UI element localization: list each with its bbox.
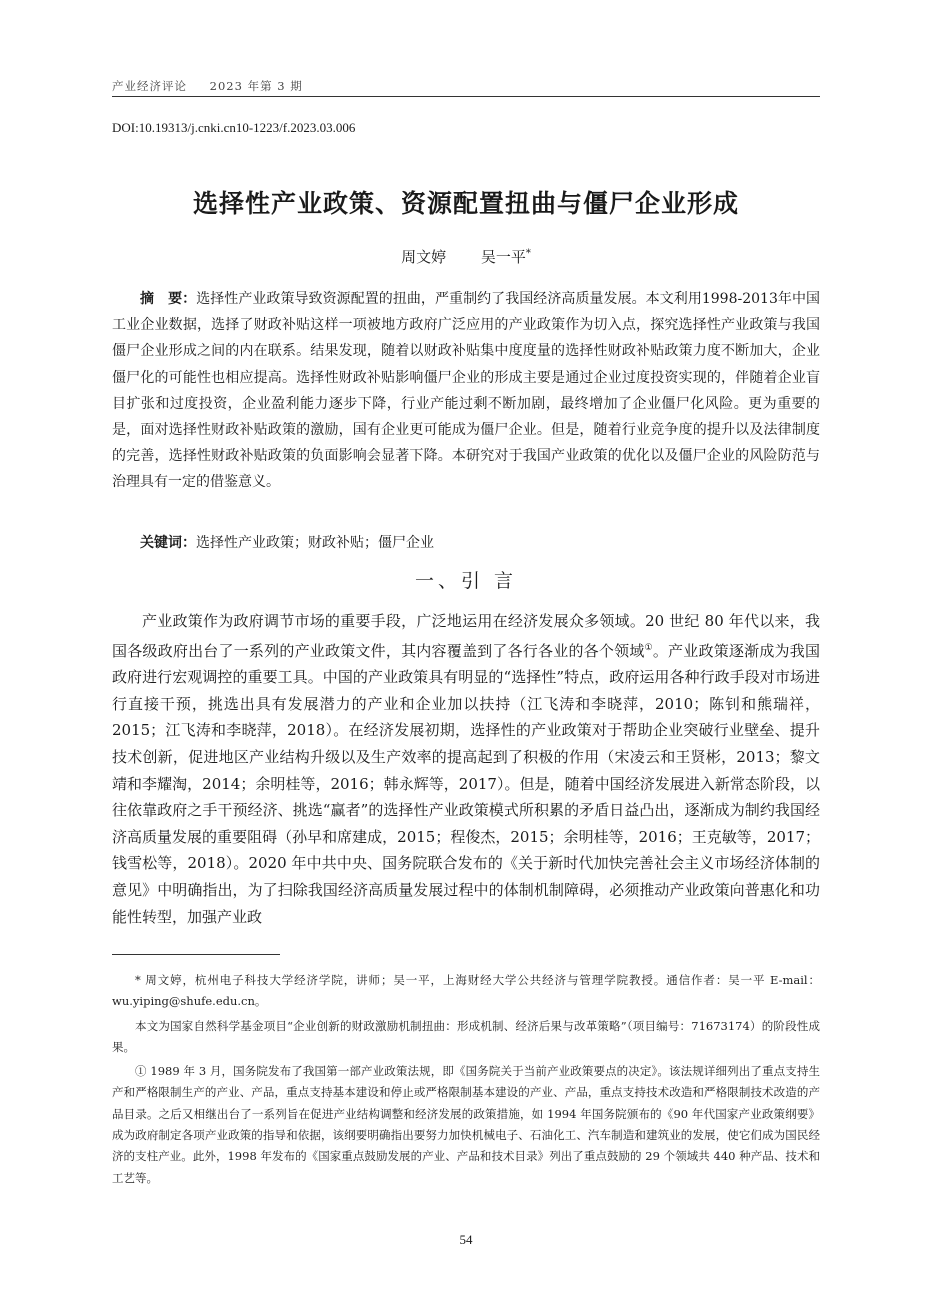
section-heading: 一、引 言 xyxy=(414,570,518,592)
footnote-funding: 本文为国家自然科学基金项目“企业创新的财政激励机制扭曲：形成机制、经济后果与改革策略”（项目编号：71673174）的阶段性成果。 xyxy=(112,1018,820,1054)
body-paragraph xyxy=(112,608,820,930)
abstract-label: 摘 要： xyxy=(140,291,197,307)
footnote-1: ① 1989 年 3 月，国务院发布了我国第一部产业政策法规，即《国务院关于当前产业政策要点的决定》。该法规详细列出了重点支持生产和严格限制生产的产业、产品，重点支持基本建设和停止或严格限制基本建设的产业、产品，重点支持技术改造和严格限制技术改造的产品目录。之后又相继出台了一系列旨在促进产业结构调整和经济发展的政策措施，如 1994 年国务院颁布的《90 年代国家产业政策纲要》成为政府制定各项产业政策的指导和依据，该纲要明确指出要努力加快机械电子、石油化工、汽车制造和建筑业的发展，使它们成为国民经济的支柱产业。此外，1998 年发布的《国家重点鼓励发展的产业、产品和技术目录》列出了重点鼓励的 29 个领域共 440 种产品、技术和工艺等。 xyxy=(112,1064,820,1185)
abstract xyxy=(112,286,820,496)
footnote-rule xyxy=(112,954,280,955)
author-2-mark: * xyxy=(525,248,531,259)
footnote-author-info: * 周文婷，杭州电子科技大学经济学院，讲师；吴一平，上海财经大学公共经济与管理学院教授。通信作者：吴一平 E-mail：wu.yiping@shufe.edu.cn。 xyxy=(112,973,820,1009)
body-text-a: 产业政策作为政府调节市场的重要手段，广泛地运用在经济发展众多领域。20 世纪 80 年代以来，我国各级政府出台了一系列的产业政策文件，其内容覆盖到了各行各业的各个领域 xyxy=(112,612,820,660)
journal-name: 产业经济评论 xyxy=(112,79,187,93)
author-1: 周文婷 xyxy=(401,248,447,266)
keywords xyxy=(112,532,820,552)
issue-label: 2023 年第 3 期 xyxy=(209,79,303,93)
keywords-text: 选择性产业政策；财政补贴；僵尸企业 xyxy=(196,535,434,551)
author-2: 吴一平 xyxy=(480,248,526,266)
footnotes xyxy=(112,970,820,1192)
page-number: 54 xyxy=(459,1232,473,1247)
authors xyxy=(112,246,820,267)
header-rule xyxy=(112,96,820,97)
abstract-text: 选择性产业政策导致资源配置的扭曲，严重制约了我国经济高质量发展。本文利用1998-2013年中国工业企业数据，选择了财政补贴这样一项被地方政府广泛应用的产业政策作为切入点，探究选择性产业政策与我国僵尸企业形成之间的内在联系。结果发现，随着以财政补贴集中度度量的选择性财政补贴政策力度不断加大，企业僵尸化的可能性也相应提高。选择性财政补贴影响僵尸企业的形成主要是通过企业过度投资实现的，伴随着企业盲目扩张和过度投资，企业盈利能力逐步下降，行业产能过剩不断加剧，最终增加了企业僵尸化风险。更为重要的是，面对选择性财政补贴政策的激励，国有企业更可能成为僵尸企业。但是，随着行业竞争度的提升以及法律制度的完善，选择性财政补贴政策的负面影响会显著下降。本研究对于我国产业政策的优化以及僵尸企业的风险防范与治理具有一定的借鉴意义。 xyxy=(112,291,820,491)
footnote-ref-1: ① xyxy=(644,642,653,653)
article-title: 选择性产业政策、资源配置扭曲与僵尸企业形成 xyxy=(192,189,739,218)
running-head xyxy=(112,78,820,94)
body-text-b: 。产业政策逐渐成为我国政府进行宏观调控的重要工具。中国的产业政策具有明显的“选择性”特点，政府运用各种行政手段对市场进行直接干预，挑选出具有发展潜力的产业和企业加以扶持（江飞涛和李晓萍，2010；陈钊和熊瑞祥，2015；江飞涛和李晓萍，2018）。在经济发展初期，选择性的产业政策对于帮助企业突破行业壁垒、提升技术创新，促进地区产业结构升级以及生产效率的提高起到了积极的作用（宋凌云和王贤彬，2013；黎文靖和李耀淘，2014；余明桂等，2016；韩永辉等，2017）。但是，随着中国经济发展进入新常态阶段，以往依靠政府之手干预经济、挑选“赢者”的选择性产业政策模式所积累的矛盾日益凸出，逐渐成为制约我国经济高质量发展的重要阻碍（孙早和席建成，2015；程俊杰，2015；余明桂等，2016；王克敏等，2017；钱雪松等，2018）。2020 年中共中央、国务院联合发布的《关于新时代加快完善社会主义市场经济体制的意见》中明确指出，为了扫除我国经济高质量发展过程中的体制机制障碍，必须推动产业政策向普惠化和功能性转型，加强产业政 xyxy=(112,641,820,926)
keywords-label: 关键词： xyxy=(140,535,196,551)
doi: DOI:10.19313/j.cnki.cn10-1223/f.2023.03.006 xyxy=(112,120,356,135)
